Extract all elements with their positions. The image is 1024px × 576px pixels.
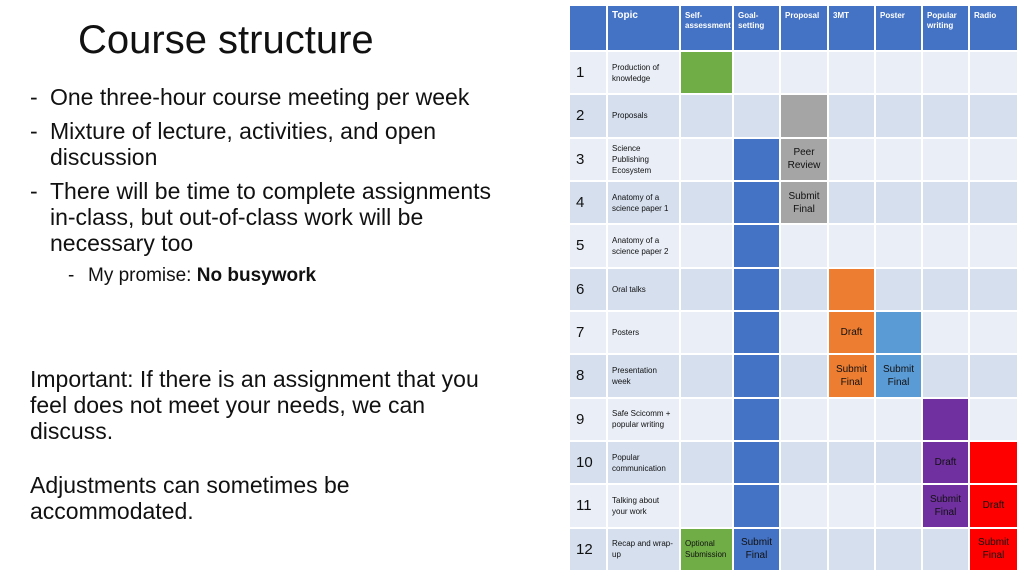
popular-writing-draft-cell: Draft (922, 441, 969, 484)
week-topic: Science Publishing Ecosystem (607, 138, 680, 181)
empty-cell (875, 94, 922, 137)
empty-cell (875, 398, 922, 441)
table-row (569, 354, 1018, 397)
week-topic: Posters (607, 311, 680, 354)
empty-cell (680, 441, 733, 484)
empty-cell (680, 484, 733, 527)
empty-cell (780, 224, 828, 267)
table-row (569, 138, 1018, 181)
bullet-time: - There will be time to complete assignments in-class, but out-of-class work will be necessary too (30, 178, 510, 256)
empty-cell (875, 268, 922, 311)
popular-writing-submit-final-cell: Submit Final (922, 484, 969, 527)
table-row (569, 311, 1018, 354)
goal-setting-cell (733, 398, 780, 441)
week-number: 7 (569, 311, 607, 354)
header-radio: Radio (969, 5, 1018, 51)
empty-cell (780, 311, 828, 354)
empty-cell (922, 224, 969, 267)
week-number: 10 (569, 441, 607, 484)
empty-cell (733, 51, 780, 94)
three-mt-submit-final-cell: Submit Final (828, 354, 875, 397)
table-row (569, 398, 1018, 441)
empty-cell (875, 51, 922, 94)
week-number: 4 (569, 181, 607, 224)
header-poster: Poster (875, 5, 922, 51)
empty-cell (680, 311, 733, 354)
bullet-mixture: - Mixture of lecture, activities, and open discussion (30, 118, 510, 170)
empty-cell (733, 94, 780, 137)
three-mt-cell (828, 268, 875, 311)
empty-cell (969, 94, 1018, 137)
empty-cell (828, 484, 875, 527)
table-row (569, 224, 1018, 267)
empty-cell (680, 354, 733, 397)
bullet-list (30, 84, 510, 288)
slide-title: Course structure (78, 18, 374, 62)
goal-setting-cell (733, 484, 780, 527)
header-week (569, 5, 607, 51)
table-row (569, 484, 1018, 527)
empty-cell (922, 528, 969, 571)
empty-cell (680, 398, 733, 441)
week-number: 5 (569, 224, 607, 267)
goal-setting-cell (733, 138, 780, 181)
empty-cell (780, 51, 828, 94)
table-row (569, 528, 1018, 571)
proposal-cell (780, 94, 828, 137)
table-row (569, 441, 1018, 484)
empty-cell (969, 224, 1018, 267)
goal-setting-cell (733, 311, 780, 354)
empty-cell (922, 138, 969, 181)
empty-cell (875, 138, 922, 181)
empty-cell (969, 268, 1018, 311)
header-topic: Topic (607, 5, 680, 51)
empty-cell (680, 268, 733, 311)
header-3mt: 3MT (828, 5, 875, 51)
goal-setting-cell (733, 441, 780, 484)
week-number: 12 (569, 528, 607, 571)
week-topic: Oral talks (607, 268, 680, 311)
goal-setting-cell (733, 181, 780, 224)
week-number: 2 (569, 94, 607, 137)
empty-cell (828, 224, 875, 267)
week-topic: Recap and wrap-up (607, 528, 680, 571)
empty-cell (828, 441, 875, 484)
empty-cell (969, 311, 1018, 354)
week-number: 3 (569, 138, 607, 181)
proposal-submit-final-cell: Submit Final (780, 181, 828, 224)
empty-cell (969, 138, 1018, 181)
radio-submit-final-cell: Submit Final (969, 528, 1018, 571)
self-assessment-cell (680, 51, 733, 94)
week-topic: Talking about your work (607, 484, 680, 527)
three-mt-draft-cell: Draft (828, 311, 875, 354)
empty-cell (828, 528, 875, 571)
empty-cell (922, 181, 969, 224)
empty-cell (922, 268, 969, 311)
promise-prefix: My promise: (88, 265, 197, 286)
empty-cell (680, 94, 733, 137)
empty-cell (969, 51, 1018, 94)
week-topic: Presentation week (607, 354, 680, 397)
goal-setting-cell (733, 354, 780, 397)
header-goal-setting: Goal-setting (733, 5, 780, 51)
proposal-peer-review-cell: Peer Review (780, 138, 828, 181)
radio-draft-cell: Draft (969, 484, 1018, 527)
empty-cell (780, 268, 828, 311)
empty-cell (680, 224, 733, 267)
empty-cell (780, 484, 828, 527)
self-assessment-optional-cell: Optional Submission (680, 528, 733, 571)
table-row (569, 181, 1018, 224)
week-number: 11 (569, 484, 607, 527)
empty-cell (875, 441, 922, 484)
empty-cell (780, 354, 828, 397)
bullet-meeting: - One three-hour course meeting per week (30, 84, 510, 110)
week-number: 1 (569, 51, 607, 94)
course-schedule-table (568, 4, 1019, 572)
empty-cell (922, 51, 969, 94)
header-proposal: Proposal (780, 5, 828, 51)
table-row (569, 94, 1018, 137)
promise-bold: No busywork (196, 265, 317, 286)
week-number: 6 (569, 268, 607, 311)
empty-cell (828, 94, 875, 137)
empty-cell (828, 398, 875, 441)
poster-submit-final-cell: Submit Final (875, 354, 922, 397)
empty-cell (680, 138, 733, 181)
sub-bullet-promise (30, 264, 510, 288)
poster-cell (875, 311, 922, 354)
empty-cell (780, 528, 828, 571)
week-topic: Safe Scicomm + popular writing (607, 398, 680, 441)
table-row (569, 51, 1018, 94)
week-topic: Anatomy of a science paper 2 (607, 224, 680, 267)
empty-cell (875, 528, 922, 571)
week-topic: Proposals (607, 94, 680, 137)
goal-setting-cell (733, 268, 780, 311)
week-number: 8 (569, 354, 607, 397)
header-popular-writing: Popular writing (922, 5, 969, 51)
table-header-row (569, 5, 1018, 51)
empty-cell (780, 441, 828, 484)
table-row (569, 268, 1018, 311)
empty-cell (828, 51, 875, 94)
radio-cell (969, 441, 1018, 484)
goal-setting-cell (733, 224, 780, 267)
empty-cell (680, 181, 733, 224)
empty-cell (780, 398, 828, 441)
header-self-assessment: Self-assessment (680, 5, 733, 51)
week-topic: Production of knowledge (607, 51, 680, 94)
week-number: 9 (569, 398, 607, 441)
empty-cell (969, 181, 1018, 224)
goal-setting-submit-final-cell: Submit Final (733, 528, 780, 571)
empty-cell (922, 311, 969, 354)
empty-cell (969, 354, 1018, 397)
note-important: Important: If there is an assignment that you feel does not meet your needs, we can discuss. (30, 366, 479, 444)
empty-cell (875, 224, 922, 267)
popular-writing-cell (922, 398, 969, 441)
empty-cell (828, 138, 875, 181)
empty-cell (828, 181, 875, 224)
empty-cell (875, 181, 922, 224)
note-adjustments: Adjustments can sometimes be accommodated. (30, 472, 350, 524)
empty-cell (875, 484, 922, 527)
empty-cell (922, 94, 969, 137)
empty-cell (969, 398, 1018, 441)
week-topic: Anatomy of a science paper 1 (607, 181, 680, 224)
week-topic: Popular communication (607, 441, 680, 484)
empty-cell (922, 354, 969, 397)
